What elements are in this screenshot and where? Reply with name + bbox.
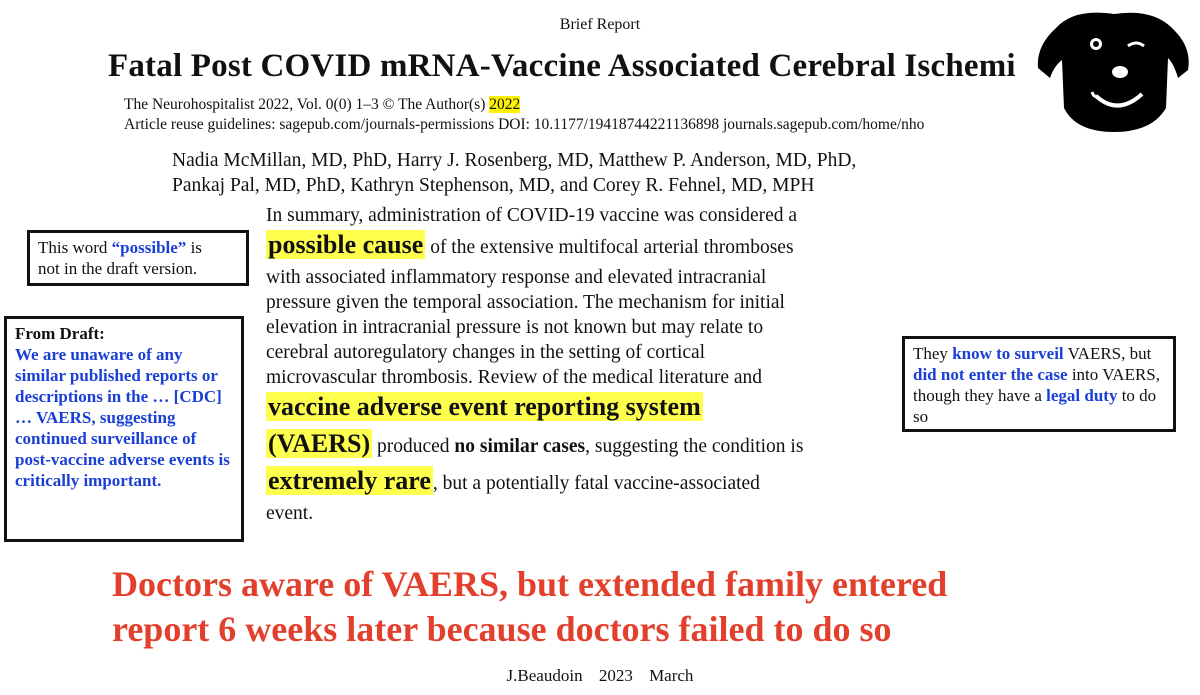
note-text: not in the draft version. (38, 259, 198, 278)
excerpt-line: event. (266, 503, 314, 524)
excerpt-line: pressure given the temporal association. The mechanism for initial (266, 292, 785, 313)
highlight-extremely-rare: extremely rare (268, 466, 431, 495)
know-to-surveil-text: know to surveil (952, 344, 1064, 363)
excerpt-line (266, 390, 926, 427)
excerpt-paragraph (266, 203, 926, 526)
excerpt-line: microvascular thrombosis. Review of the medical literature and (266, 367, 763, 388)
note-text: They (913, 344, 953, 363)
excerpt-text: produced (372, 436, 455, 457)
article-type: Brief Report (559, 16, 641, 33)
doi-line: Article reuse guidelines: sagepub.com/journals-permissions DOI: 10.1177/19418744221136898 journals.sagepub.com/home/nho (124, 116, 925, 133)
callout-line-2: report 6 weeks later because doctors failed to do so (112, 609, 892, 649)
excerpt-line (266, 464, 926, 501)
dog-logo (1034, 8, 1194, 133)
excerpt-text: , but a potentially fatal vaccine-associated (432, 473, 760, 494)
excerpt-line (266, 228, 926, 265)
draft-heading: From Draft: (15, 324, 105, 343)
excerpt-line: with associated inflammatory response and elevated intracranial (266, 267, 767, 288)
excerpt-line: elevation in intracranial pressure is not known but may relate to (266, 317, 764, 338)
note-text: to do so (913, 386, 1157, 426)
note-possible-word: “possible” (111, 238, 187, 257)
highlight-vaers-name: vaccine adverse event reporting system (268, 392, 701, 421)
note-text: into VAERS, though they have a (913, 365, 1160, 405)
citation-year: 2022 (489, 96, 521, 113)
journal-citation-text: The Neurohospitalist 2022, Vol. 0(0) 1–3 © The Author(s) (124, 96, 486, 113)
journal-citation (124, 96, 520, 114)
excerpt-text: of the extensive multifocal arterial thromboses (425, 237, 794, 258)
note-text: This word (38, 238, 112, 257)
note-possible-box (27, 230, 249, 286)
excerpt-text: , suggesting the condition is (585, 436, 804, 457)
draft-quote-box (4, 316, 244, 542)
excerpt-line: In summary, administration of COVID-19 vaccine was considered a (266, 205, 798, 226)
legal-duty-text: legal duty (1046, 386, 1118, 405)
callout-line-1: Doctors aware of VAERS, but extended family entered (112, 564, 948, 604)
excerpt-line (266, 427, 926, 464)
highlight-vaers-acronym: (VAERS) (268, 429, 371, 458)
authors-line-2: Pankaj Pal, MD, PhD, Kathryn Stephenson, MD, and Corey R. Fehnel, MD, MPH (172, 175, 815, 196)
draft-quote-text: We are unaware of any similar published reports or descriptions in the … [CDC] … VAERS, suggesting continued surveillance of post-vaccine adverse events is critically important. (15, 345, 230, 490)
authors-line-1: Nadia McMillan, MD, PhD, Harry J. Rosenberg, MD, Matthew P. Anderson, MD, PhD, (172, 150, 857, 171)
did-not-enter-text: did not enter the case (913, 365, 1068, 384)
excerpt-line: cerebral autoregulatory changes in the setting of cortical (266, 342, 706, 363)
paper-title: Fatal Post COVID mRNA-Vaccine Associated Cerebral Ischemi (108, 48, 1016, 84)
vaers-duty-box (902, 336, 1176, 432)
highlight-possible-cause: possible cause (268, 230, 424, 259)
footer-credit: J.Beaudoin 2023 March (506, 666, 694, 685)
no-similar-cases-text: no similar cases (454, 436, 586, 457)
note-text: VAERS, but (1063, 344, 1152, 363)
note-text: is (186, 238, 202, 257)
